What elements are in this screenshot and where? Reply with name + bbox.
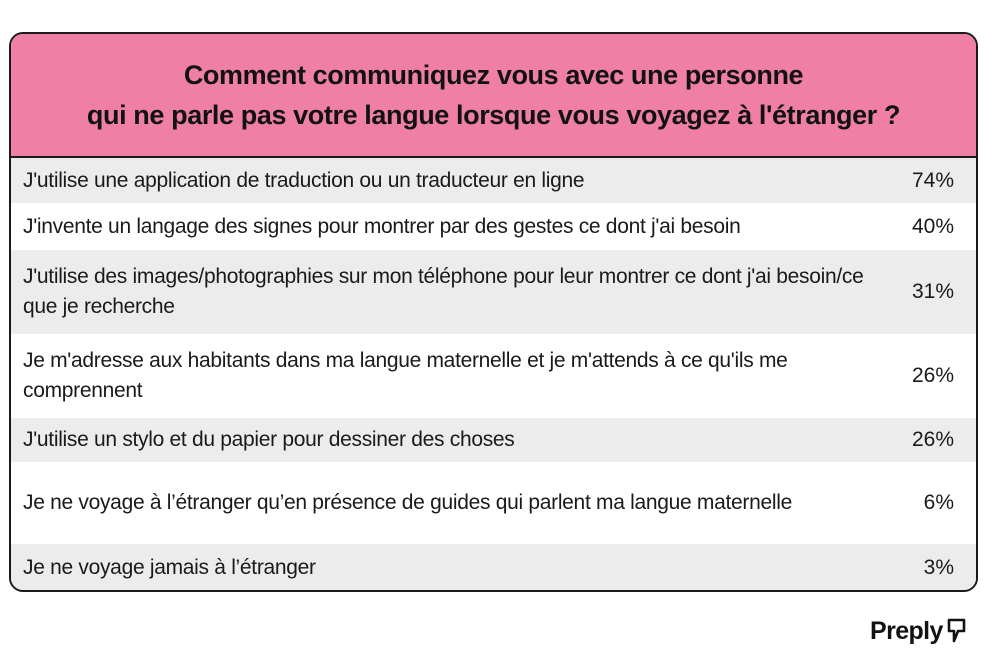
row-label: J'utilise des images/photographies sur mon téléphone pour leur montrer ce dont j'ai besoin/ce que je recherche [23, 265, 864, 318]
row-value: 26% [911, 428, 954, 451]
row-value: 6% [923, 491, 954, 514]
row-label: Je m'adresse aux habitants dans ma langue maternelle et je m'attends à ce qu'ils me comprennent [23, 349, 788, 402]
table-body [11, 158, 976, 590]
table-header [11, 34, 976, 158]
row-value: 40% [911, 214, 954, 238]
row-label: Je ne voyage à l’étranger qu’en présence de guides qui parlent ma langue maternelle [23, 491, 792, 514]
table-row [11, 334, 976, 418]
table-row [11, 203, 976, 250]
table-row [11, 158, 976, 203]
survey-table [9, 32, 978, 592]
preply-logo-icon [946, 617, 968, 645]
row-value: 31% [911, 280, 954, 303]
brand-logo [870, 616, 968, 646]
table-row [11, 462, 976, 544]
row-value: 3% [923, 556, 954, 579]
row-value: 26% [911, 364, 954, 387]
brand-name: Preply [870, 617, 943, 645]
row-label: J'invente un langage des signes pour montrer par des gestes ce dont j'ai besoin [23, 214, 741, 238]
table-row [11, 250, 976, 334]
row-label: Je ne voyage jamais à l’étranger [23, 556, 316, 579]
table-row [11, 418, 976, 462]
table-row [11, 544, 976, 592]
row-value: 74% [911, 168, 954, 192]
table-title-line-2: qui ne parle pas votre langue lorsque vous voyagez à l'étranger ? [86, 100, 901, 130]
table-title-line-1: Comment communiquez vous avec une personne [183, 60, 804, 90]
row-label: J'utilise un stylo et du papier pour dessiner des choses [23, 428, 515, 451]
row-label: J'utilise une application de traduction ou un traducteur en ligne [23, 168, 585, 192]
